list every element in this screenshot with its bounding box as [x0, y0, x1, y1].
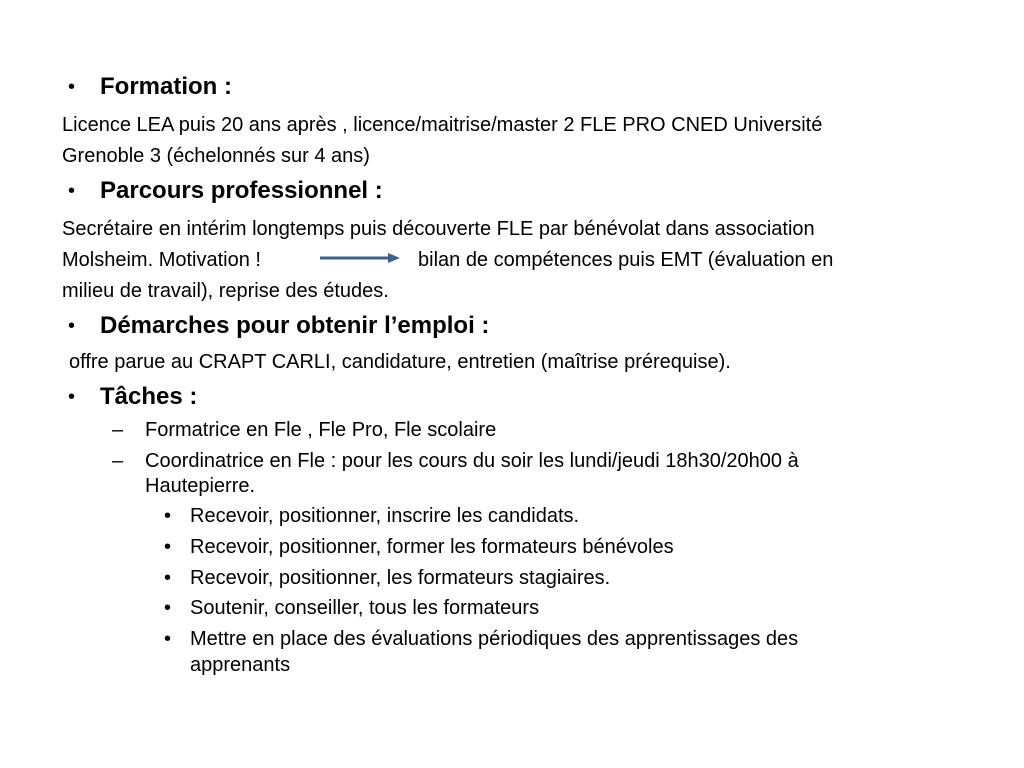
bullet-taches: •: [68, 386, 76, 408]
heading-demarches: Démarches pour obtenir l’emploi :: [100, 312, 490, 339]
dash-item-1: –: [112, 419, 124, 441]
taches-subitem-1: Recevoir, positionner, inscrire les candidats.: [190, 505, 580, 527]
taches-subitem-3: Recevoir, positionner, les formateurs stagiaires.: [190, 567, 611, 589]
dash-item-2: –: [112, 450, 124, 472]
heading-taches: Tâches :: [100, 383, 198, 410]
bullet-parcours: •: [68, 180, 76, 202]
formation-text-line2: Grenoble 3 (échelonnés sur 4 ans): [62, 145, 370, 167]
taches-subitem-5: Mettre en place des évaluations périodiques des apprentissages des: [190, 628, 799, 650]
taches-item-2-cont: Hautepierre.: [145, 475, 256, 497]
sub-bullet-2: •: [164, 536, 172, 558]
bullet-formation: •: [68, 76, 76, 98]
heading-formation: Formation :: [100, 73, 232, 100]
parcours-text-line1: Secrétaire en intérim longtemps puis découverte FLE par bénévolat dans association: [62, 218, 815, 240]
taches-subitem-4: Soutenir, conseiller, tous les formateurs: [190, 597, 540, 619]
bullet-demarches: •: [68, 315, 76, 337]
sub-bullet-5: •: [164, 628, 172, 650]
parcours-text-line2b: bilan de compétences puis EMT (évaluation en: [418, 249, 834, 271]
parcours-text-line2a: Molsheim. Motivation !: [62, 249, 261, 271]
demarches-text-line1: offre parue au CRAPT CARLI, candidature, entretien (maîtrise prérequise).: [69, 351, 731, 373]
taches-item-1: Formatrice en Fle , Fle Pro, Fle scolaire: [145, 419, 497, 441]
parcours-text-line3: milieu de travail), reprise des études.: [62, 280, 389, 302]
sub-bullet-1: •: [164, 505, 172, 527]
taches-subitem-5-cont: apprenants: [190, 654, 291, 676]
taches-subitem-2: Recevoir, positionner, former les formateurs bénévoles: [190, 536, 674, 558]
sub-bullet-4: •: [164, 597, 172, 619]
right-arrow-icon: [318, 251, 402, 265]
formation-text-line1: Licence LEA puis 20 ans après , licence/maitrise/master 2 FLE PRO CNED Université: [62, 114, 823, 136]
taches-item-2: Coordinatrice en Fle : pour les cours du soir les lundi/jeudi 18h30/20h00 à: [145, 450, 799, 472]
heading-parcours: Parcours professionnel :: [100, 177, 383, 204]
sub-bullet-3: •: [164, 567, 172, 589]
